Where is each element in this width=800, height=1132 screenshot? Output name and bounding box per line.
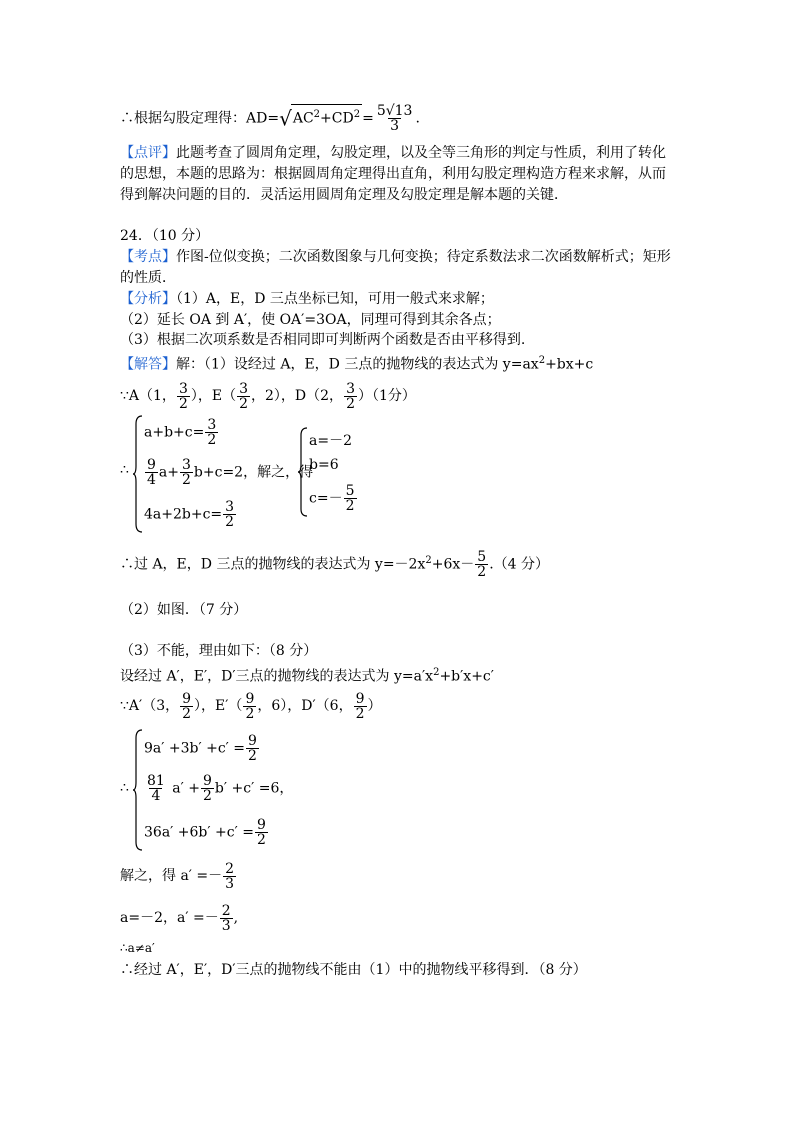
question-number: 24．（10 分） bbox=[120, 228, 210, 244]
fenxi-line-2: （2）延长 OA 到 A′，使 OA′=3OA，同理可得到其余各点； bbox=[120, 312, 501, 328]
fenxi-line-3: （3）根据二次项系数是否相同即可判断两个函数是否由平移得到. bbox=[120, 332, 526, 348]
kaodian-line-1: 【考点】作图-位似变换；二次函数图象与几何变换；待定系数法求二次函数解析式；矩形 bbox=[120, 249, 671, 265]
points-aed-prime: ∵A′（3， $\frac{9}{2}$ ），E′（ $\frac{9}{2}$ ，6），D′（6， $\frac{9}{2}$ ） bbox=[120, 690, 382, 722]
kaodian-line-2: 的性质． bbox=[120, 270, 176, 286]
part-3: （3）不能，理由如下：（8 分） bbox=[120, 643, 318, 659]
fenxi-line-1: 【分析】（1）A，E，D 三点坐标已知，可用一般式来求解； bbox=[120, 291, 494, 307]
jieda-line: 【解答】解：（1）设经过 A，E，D 三点的抛物线的表达式为 $y=ax^2+bx+c$ bbox=[120, 355, 594, 373]
result-parabola-1: ∴过 A，E，D 三点的抛物线的表达式为 $y=-2x^2+6x-$ $\frac{5}{2}$ .（4 分） bbox=[120, 549, 550, 581]
solution-a-prime: 解之，得 a′ =－ $\frac{2}{3}$ bbox=[120, 860, 235, 892]
compare-a: a=－2，a′ =－ $\frac{2}{3}$ , bbox=[120, 902, 239, 934]
left-brace-icon bbox=[132, 728, 144, 852]
conclusion: ∴经过 A′，E′，D′三点的抛物线不能由（1）中的抛物线平移得到．（8 分） bbox=[120, 962, 587, 978]
left-brace-icon bbox=[297, 426, 309, 518]
comment-line-2: 的思想，本题的思路为：根据圆周角定理得出直角，利用勾股定理构造方程来求解，从而 bbox=[120, 166, 666, 182]
not-equal: ∴a≠a′ bbox=[120, 941, 155, 955]
part-3-setup: 设经过 A′，E′，D′三点的抛物线的表达式为 $y=a'x^2+b'x+c'$ bbox=[120, 667, 494, 685]
comment-line-1: 【点评】此题考查了圆周角定理，勾股定理，以及全等三角形的判定与性质，利用了转化 bbox=[120, 145, 666, 161]
points-aed: ∵A（1， $\frac{3}{2}$ ），E（ $\frac{3}{2}$ ，2），D（2， $\frac{3}{2}$ ）（1分） bbox=[120, 380, 416, 412]
part-2: （2）如图．（7 分） bbox=[120, 602, 248, 618]
ad-equation: ∴根据勾股定理得：$AD=√AC^2+CD^2$ = $\frac{5√13}{3}$ . bbox=[120, 103, 420, 135]
left-brace-icon bbox=[132, 414, 144, 534]
comment-line-3: 得到解决问题的目的．灵活运用圆周角定理及勾股定理是解本题的关键． bbox=[120, 187, 568, 203]
